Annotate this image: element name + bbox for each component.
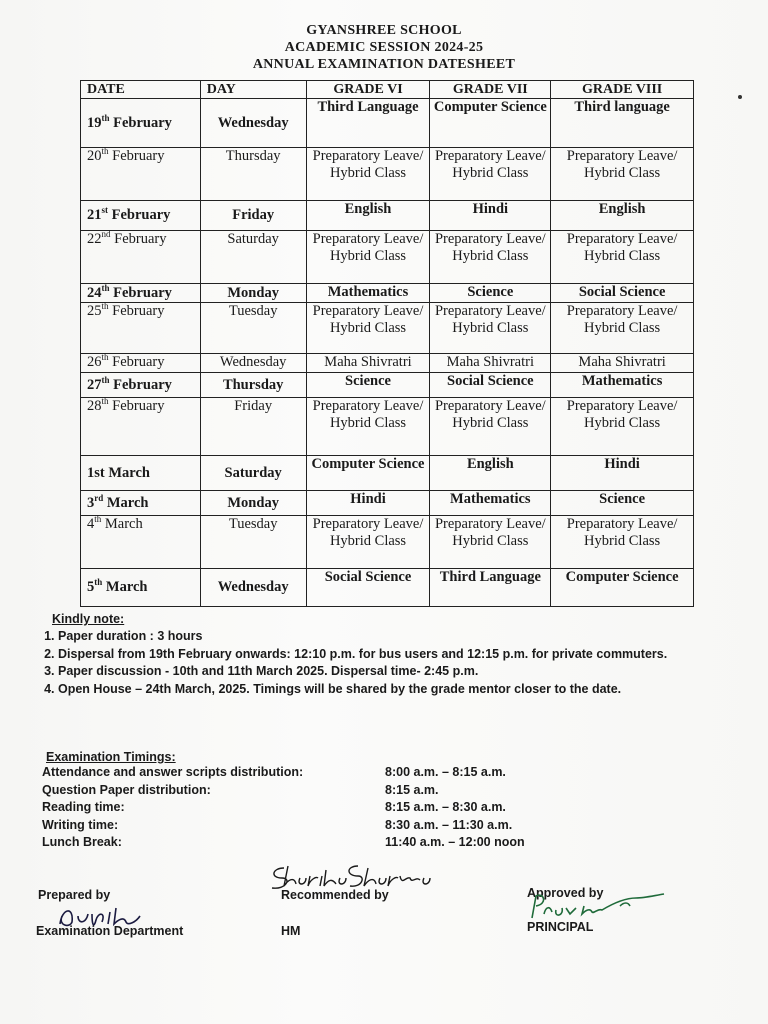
col-header-day: DAY	[200, 81, 306, 99]
date-month: March	[104, 464, 150, 481]
cell-day: Wednesday	[200, 569, 306, 607]
cell-grade-8: Science	[551, 491, 694, 516]
cell-grade-6: Computer Science	[306, 456, 430, 491]
cell-grade-8: Hindi	[551, 456, 694, 491]
timing-value: 11:40 a.m. – 12:00 noon	[385, 835, 525, 849]
col-header-grade-8: GRADE VIII	[551, 81, 694, 99]
cell-day: Tuesday	[200, 303, 306, 354]
note-item: 2. Dispersal from 19th February onwards: 12:10 p.m. for bus users and 12:15 p.m. for private commuters.	[58, 646, 680, 664]
date-day-number: 19	[87, 114, 102, 131]
date-day-number: 20	[87, 148, 102, 164]
exam-timings-section	[42, 750, 682, 852]
date-suffix: th	[101, 352, 109, 363]
note-item: 4. Open House – 24th March, 2025. Timings will be shared by the grade mentor closer to the date.	[58, 681, 680, 699]
cell-grade-8: Preparatory Leave/ Hybrid Class	[551, 231, 694, 284]
timing-label: Question Paper distribution:	[42, 782, 211, 797]
date-day-number: 27	[87, 376, 102, 393]
date-month: February	[109, 376, 172, 393]
date-suffix: nd	[101, 229, 111, 240]
cell-grade-7: Third Language	[430, 569, 551, 607]
cell-day: Tuesday	[200, 516, 306, 569]
cell-grade-6: Mathematics	[306, 284, 430, 303]
date-month: March	[103, 494, 149, 511]
date-month: February	[109, 284, 172, 301]
cell-grade-8: Preparatory Leave/ Hybrid Class	[551, 398, 694, 456]
cell-date	[81, 148, 201, 201]
date-month: February	[109, 114, 172, 131]
cell-grade-8: Third language	[551, 99, 694, 148]
date-day-number: 26	[87, 354, 102, 370]
cell-grade-8: Mathematics	[551, 373, 694, 398]
cell-grade-7: Preparatory Leave/ Hybrid Class	[430, 516, 551, 569]
approved-by-label: Approved by	[527, 886, 604, 900]
table-row	[81, 148, 694, 201]
timing-row	[42, 782, 682, 800]
cell-day: Monday	[200, 491, 306, 516]
cell-grade-6: Preparatory Leave/ Hybrid Class	[306, 398, 430, 456]
note-item: 3. Paper discussion - 10th and 11th March 2025. Dispersal time- 2:45 p.m.	[58, 663, 680, 681]
timing-value: 8:00 a.m. – 8:15 a.m.	[385, 765, 506, 779]
date-day-number: 24	[87, 284, 102, 301]
approved-by-role: PRINCIPAL	[527, 920, 594, 934]
prepared-by-department: Examination Department	[36, 924, 184, 938]
date-month: February	[108, 354, 165, 370]
date-month: March	[102, 579, 148, 595]
cell-grade-7: Preparatory Leave/ Hybrid Class	[430, 231, 551, 284]
timing-label: Attendance and answer scripts distribution:	[42, 765, 304, 779]
datesheet-table	[80, 80, 694, 607]
table-row	[81, 373, 694, 398]
recommended-by-label: Recommended by	[281, 888, 389, 902]
table-row	[81, 303, 694, 354]
date-suffix: th	[101, 374, 110, 385]
cell-grade-7: Computer Science	[430, 99, 551, 148]
cell-grade-8: Preparatory Leave/ Hybrid Class	[551, 148, 694, 201]
table-header-row	[81, 81, 694, 99]
col-header-date: DATE	[81, 81, 201, 99]
cell-date	[81, 284, 201, 303]
table-row	[81, 569, 694, 607]
cell-grade-8: Maha Shivratri	[551, 354, 694, 373]
cell-day: Wednesday	[200, 99, 306, 148]
cell-day: Saturday	[200, 456, 306, 491]
cell-day: Friday	[200, 201, 306, 231]
timing-label: Lunch Break:	[42, 835, 122, 849]
note-item: 1. Paper duration : 3 hours	[58, 628, 680, 646]
col-header-grade-6: GRADE VI	[306, 81, 430, 99]
cell-grade-6: Science	[306, 373, 430, 398]
cell-grade-6: English	[306, 201, 430, 231]
cell-grade-7: Hindi	[430, 201, 551, 231]
cell-grade-7: Preparatory Leave/ Hybrid Class	[430, 148, 551, 201]
date-suffix: rd	[94, 492, 104, 503]
cell-day: Wednesday	[200, 354, 306, 373]
timing-label: Reading time:	[42, 800, 125, 814]
date-day-number: 3	[87, 494, 95, 511]
date-suffix: th	[101, 301, 109, 312]
approved-by-signature	[524, 884, 674, 924]
cell-date	[81, 201, 201, 231]
cell-date	[81, 569, 201, 607]
date-suffix: st	[101, 205, 108, 216]
date-day-number: 25	[87, 303, 102, 319]
cell-date	[81, 303, 201, 354]
cell-date	[81, 491, 201, 516]
date-day-number: 21	[87, 207, 102, 223]
date-day-number: 1st	[87, 464, 105, 481]
date-suffix: th	[94, 577, 103, 588]
cell-grade-7: Science	[430, 284, 551, 303]
cell-grade-7: Mathematics	[430, 491, 551, 516]
cell-grade-8: Social Science	[551, 284, 694, 303]
date-month: February	[108, 303, 165, 319]
cell-grade-6: Preparatory Leave/ Hybrid Class	[306, 231, 430, 284]
table-row	[81, 99, 694, 148]
date-month: March	[101, 516, 143, 532]
cell-grade-8: English	[551, 201, 694, 231]
date-month: February	[108, 398, 165, 414]
table-row	[81, 354, 694, 373]
table-row	[81, 491, 694, 516]
cell-grade-6: Third Language	[306, 99, 430, 148]
academic-session: ACADEMIC SESSION 2024-25	[284, 40, 484, 55]
timing-label: Writing time:	[42, 817, 119, 832]
date-day-number: 5	[87, 579, 95, 595]
date-day-number: 22	[87, 231, 102, 247]
timing-row	[42, 764, 682, 782]
cell-day: Friday	[200, 398, 306, 456]
date-day-number: 28	[87, 398, 102, 414]
cell-grade-7: English	[430, 456, 551, 491]
cell-grade-8: Computer Science	[551, 569, 694, 607]
timing-row	[42, 817, 682, 835]
table-row	[81, 516, 694, 569]
date-day-number: 4	[87, 516, 95, 532]
cell-grade-6: Social Science	[306, 569, 430, 607]
cell-grade-8: Preparatory Leave/ Hybrid Class	[551, 516, 694, 569]
notes-list	[40, 628, 680, 698]
cell-date	[81, 231, 201, 284]
timings-title: Examination Timings:	[46, 750, 176, 764]
table-row	[81, 201, 694, 231]
table-row	[81, 231, 694, 284]
cell-day: Saturday	[200, 231, 306, 284]
notes-title: Kindly note:	[52, 612, 125, 626]
timing-row	[42, 799, 682, 817]
datesheet-body	[81, 99, 694, 607]
cell-grade-6: Maha Shivratri	[306, 354, 430, 373]
cell-grade-8: Preparatory Leave/ Hybrid Class	[551, 303, 694, 354]
date-month: February	[108, 207, 171, 223]
cell-date	[81, 373, 201, 398]
date-suffix: th	[101, 282, 110, 293]
date-suffix: th	[101, 112, 110, 123]
timing-value: 8:30 a.m. – 11:30 a.m.	[385, 817, 513, 832]
table-row	[81, 398, 694, 456]
timing-value: 8:15 a.m.	[385, 782, 439, 797]
cell-grade-7: Social Science	[430, 373, 551, 398]
cell-grade-7: Preparatory Leave/ Hybrid Class	[430, 303, 551, 354]
school-name: GYANSHREE SCHOOL	[306, 23, 462, 38]
col-header-grade-7: GRADE VII	[430, 81, 551, 99]
cell-day: Thursday	[200, 373, 306, 398]
cell-day: Thursday	[200, 148, 306, 201]
cell-grade-6: Hindi	[306, 491, 430, 516]
notes-section	[40, 612, 680, 698]
date-suffix: th	[101, 396, 109, 407]
document-header	[0, 22, 768, 73]
cell-grade-7: Preparatory Leave/ Hybrid Class	[430, 398, 551, 456]
date-suffix: th	[101, 146, 109, 157]
date-suffix: th	[94, 514, 102, 525]
timing-value: 8:15 a.m. – 8:30 a.m.	[385, 800, 506, 814]
table-row	[81, 284, 694, 303]
cell-date	[81, 456, 201, 491]
cell-grade-6: Preparatory Leave/ Hybrid Class	[306, 516, 430, 569]
date-month: February	[110, 231, 167, 247]
cell-grade-7: Maha Shivratri	[430, 354, 551, 373]
date-month: February	[108, 148, 165, 164]
table-row	[81, 456, 694, 491]
cell-grade-6: Preparatory Leave/ Hybrid Class	[306, 148, 430, 201]
cell-day: Monday	[200, 284, 306, 303]
recommended-by-role: HM	[281, 924, 301, 938]
cell-date	[81, 398, 201, 456]
prepared-by-label: Prepared by	[38, 888, 111, 902]
cell-grade-6: Preparatory Leave/ Hybrid Class	[306, 303, 430, 354]
page-mark	[738, 95, 742, 99]
document-title: ANNUAL EXAMINATION DATESHEET	[252, 57, 516, 72]
cell-date	[81, 354, 201, 373]
timing-row	[42, 834, 682, 852]
cell-date	[81, 516, 201, 569]
cell-date	[81, 99, 201, 148]
